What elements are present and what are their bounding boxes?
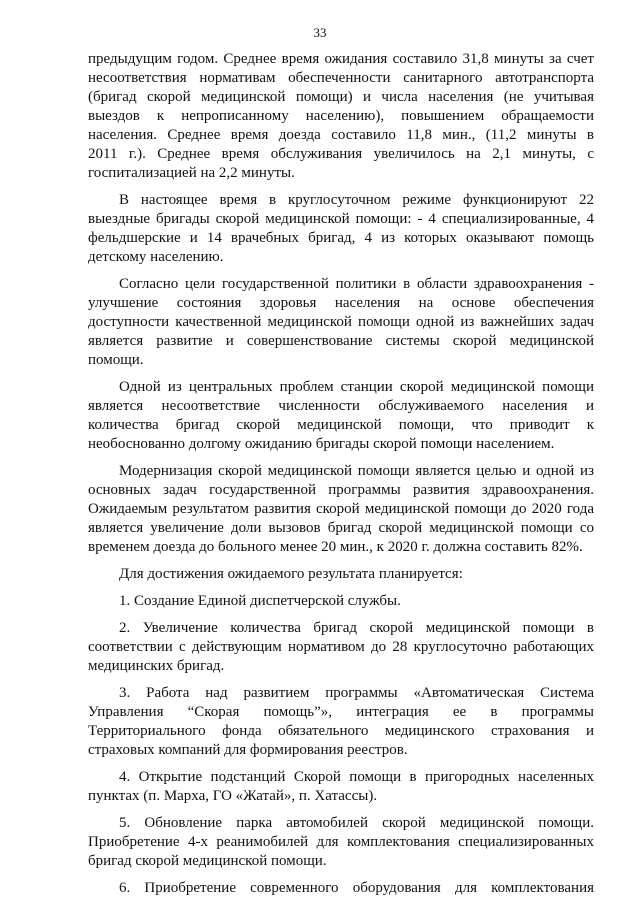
paragraph-gap <box>88 267 594 275</box>
text-line: 5. Обновление парка автомобилей скорой медицинской помощи. <box>119 815 594 831</box>
paragraph <box>88 275 594 370</box>
text-line: улучшение состояния здоровья населения на основе обеспечения <box>88 295 594 311</box>
text-line: 2011 г.). Среднее время обслуживания увеличилось на 2,1 минуты, с <box>88 146 594 162</box>
text-line: является развитие и совершенствование системы скорой медицинской <box>88 333 594 349</box>
text-line: В настоящее время в круглосуточном режиме функционируют 22 <box>119 192 594 208</box>
text-line: фельдшерские и 14 врачебных бригад, 4 из которых оказывают помощь <box>88 230 594 246</box>
paragraph-gap <box>88 806 594 814</box>
text-line: 4. Открытие подстанций Скорой помощи в пригородных населенных <box>119 769 594 785</box>
paragraph-gap <box>88 370 594 378</box>
text-line: доступности качественной медицинской помощи одной из важнейших задач <box>88 314 594 330</box>
paragraph <box>88 565 594 584</box>
document-body <box>88 50 594 898</box>
paragraph <box>88 592 594 611</box>
text-line: пунктах (п. Марха, ГО «Жатай», п. Хатассы). <box>88 788 378 804</box>
text-line: соответствии с действующим нормативом до 28 круглосуточно работающих <box>88 639 594 655</box>
paragraph <box>88 378 594 454</box>
text-line: Управления “Скорая помощь”», интеграция ее в программы <box>88 704 594 720</box>
paragraph-gap <box>88 183 594 191</box>
text-line: бригад скорой медицинской помощи. <box>88 853 327 869</box>
paragraph-gap <box>88 871 594 879</box>
text-line: основных задач государственной программы развития здравоохранения. <box>88 482 594 498</box>
page-number: 33 <box>313 25 327 40</box>
text-line: является увеличение доли вызовов бригад скорой медицинской помощи со <box>88 520 594 536</box>
text-line: Согласно цели государственной политики в области здравоохранения - <box>119 276 594 292</box>
paragraph-gap <box>88 584 594 592</box>
paragraph <box>88 191 594 267</box>
text-line: Модернизация скорой медицинской помощи является целью и одной из <box>119 463 594 479</box>
paragraph-gap <box>88 760 594 768</box>
text-line: Территориального фонда обязательного медицинского страхования и <box>88 723 594 739</box>
text-line: детскому населению. <box>88 249 224 265</box>
paragraph-gap <box>88 611 594 619</box>
text-line: несоответствия нормативам обеспеченности санитарного автотранспорта <box>88 70 594 86</box>
text-line: (бригад скорой медицинской помощи) и числа населения (не учитывая <box>88 89 594 105</box>
paragraph <box>88 50 594 183</box>
text-line: выездов к непрописанному населению), повышением обращаемости <box>88 108 594 124</box>
text-line: Одной из центральных проблем станции скорой медицинской помощи <box>119 379 594 395</box>
text-line: 1. Создание Единой диспетчерской службы. <box>119 593 401 609</box>
text-line: количества бригад скорой медицинской помощи, что приводит к <box>88 417 594 433</box>
text-line: временем доезда до больного менее 20 мин., к 2020 г. должна составить 82%. <box>88 539 583 555</box>
text-line: Приобретение 4-х реанимобилей для комплектования специализированных <box>88 834 594 850</box>
paragraph <box>88 879 594 898</box>
paragraph-gap <box>88 676 594 684</box>
paragraph-gap <box>88 454 594 462</box>
text-line: 6. Приобретение современного оборудования для комплектования <box>119 880 594 896</box>
paragraph-gap <box>88 557 594 565</box>
text-line: предыдущим годом. Среднее время ожидания составило 31,8 минуты за счет <box>88 51 594 67</box>
text-line: госпитализацией на 2,2 минуты. <box>88 165 295 181</box>
text-line: Для достижения ожидаемого результата планируется: <box>119 566 463 582</box>
paragraph <box>88 462 594 557</box>
text-line: 3. Работа над развитием программы «Автоматическая Система <box>119 685 594 701</box>
text-line: помощи. <box>88 352 144 368</box>
text-line: медицинских бригад. <box>88 658 225 674</box>
paragraph <box>88 814 594 871</box>
text-line: необоснованно долгому ожиданию бригады скорой помощи населением. <box>88 436 555 452</box>
text-line: Ожидаемым результатом развития скорой медицинской помощи до 2020 года <box>88 501 594 517</box>
paragraph <box>88 768 594 806</box>
text-line: является несоответствие численности обслуживаемого населения и <box>88 398 594 414</box>
paragraph <box>88 684 594 760</box>
text-line: страховых компаний для формирования реестров. <box>88 742 408 758</box>
text-line: населения. Среднее время доезда составило 11,8 мин., (11,2 минуты в <box>88 127 594 143</box>
text-line: 2. Увеличение количества бригад скорой медицинской помощи в <box>119 620 594 636</box>
text-line: выездные бригады скорой медицинской помощи: - 4 специализированные, 4 <box>88 211 594 227</box>
paragraph <box>88 619 594 676</box>
